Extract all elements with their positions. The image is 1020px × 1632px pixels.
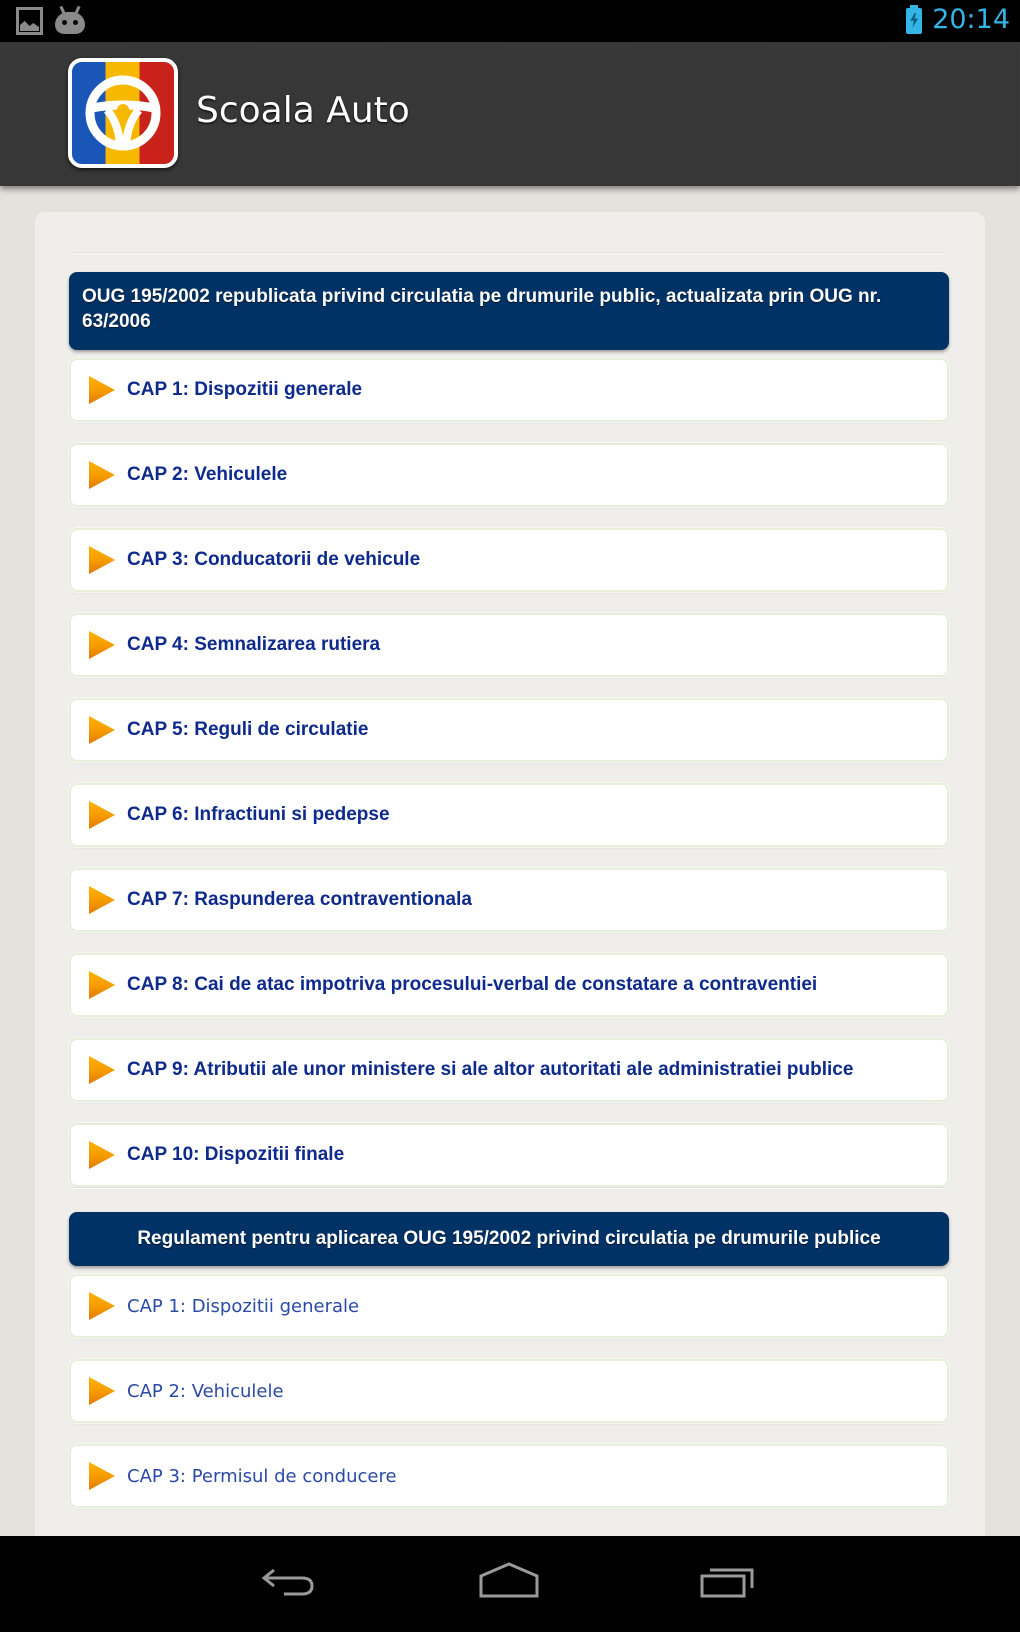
chapter-item[interactable]: CAP 10: Dispozitii finale bbox=[69, 1123, 949, 1187]
play-arrow-icon bbox=[89, 971, 115, 999]
navigation-bar bbox=[0, 1536, 1020, 1632]
play-arrow-icon bbox=[89, 1292, 115, 1320]
play-arrow-icon bbox=[89, 546, 115, 574]
chapter-item[interactable]: CAP 1: Dispozitii generale bbox=[69, 1274, 949, 1338]
chapter-item[interactable]: CAP 2: Vehiculele bbox=[69, 1359, 949, 1423]
chapter-item[interactable]: CAP 4: Semnalizarea rutiera bbox=[69, 613, 949, 677]
play-arrow-icon bbox=[89, 716, 115, 744]
recent-apps-button[interactable] bbox=[696, 1556, 766, 1606]
chapter-item[interactable]: CAP 8: Cai de atac impotriva procesului-verbal de constatare a contraventiei bbox=[69, 953, 949, 1017]
section-header-regulament: Regulament pentru aplicarea OUG 195/2002 privind circulatia pe drumurile publice bbox=[69, 1212, 949, 1266]
play-arrow-icon bbox=[89, 1462, 115, 1490]
play-arrow-icon bbox=[89, 801, 115, 829]
chapter-item[interactable]: CAP 6: Infractiuni si pedepse bbox=[69, 783, 949, 847]
app-title: Scoala Auto bbox=[196, 90, 410, 131]
play-arrow-icon bbox=[89, 461, 115, 489]
back-icon bbox=[258, 1556, 328, 1606]
status-bar bbox=[0, 0, 1020, 42]
chapter-item[interactable]: CAP 7: Raspunderea contraventionala bbox=[69, 868, 949, 932]
play-arrow-icon bbox=[89, 886, 115, 914]
chapters-panel bbox=[35, 212, 985, 1536]
play-arrow-icon bbox=[89, 631, 115, 659]
battery-charging-icon bbox=[906, 8, 922, 34]
steering-wheel-app-icon[interactable] bbox=[68, 58, 178, 168]
chapter-item[interactable]: CAP 3: Conducatorii de vehicule bbox=[69, 528, 949, 592]
divider bbox=[73, 252, 945, 254]
chapter-item[interactable]: CAP 3: Permisul de conducere bbox=[69, 1444, 949, 1508]
play-arrow-icon bbox=[89, 1377, 115, 1405]
play-arrow-icon bbox=[89, 376, 115, 404]
chapter-item[interactable]: CAP 1: Dispozitii generale bbox=[69, 358, 949, 422]
chapter-item[interactable]: CAP 5: Reguli de circulatie bbox=[69, 698, 949, 762]
divider bbox=[73, 1187, 945, 1189]
content-scroll-area[interactable] bbox=[0, 186, 1020, 1536]
play-arrow-icon bbox=[89, 1056, 115, 1084]
back-button[interactable] bbox=[258, 1556, 328, 1606]
action-bar bbox=[0, 42, 1020, 186]
home-button[interactable] bbox=[475, 1556, 545, 1606]
chapter-item[interactable]: CAP 9: Atributii ale unor ministere si ale altor autoritati ale administratiei publice bbox=[69, 1038, 949, 1102]
recent-apps-icon bbox=[696, 1556, 766, 1606]
home-icon bbox=[475, 1556, 545, 1606]
section-header-oug: OUG 195/2002 republicata privind circulatia pe drumurile public, actualizata prin OUG nr. 63/2006 bbox=[69, 272, 949, 350]
status-time: 20:14 bbox=[932, 4, 1010, 35]
play-arrow-icon bbox=[89, 1141, 115, 1169]
gallery-icon bbox=[16, 7, 43, 35]
chapter-item[interactable]: CAP 2: Vehiculele bbox=[69, 443, 949, 507]
android-icon bbox=[55, 12, 85, 34]
